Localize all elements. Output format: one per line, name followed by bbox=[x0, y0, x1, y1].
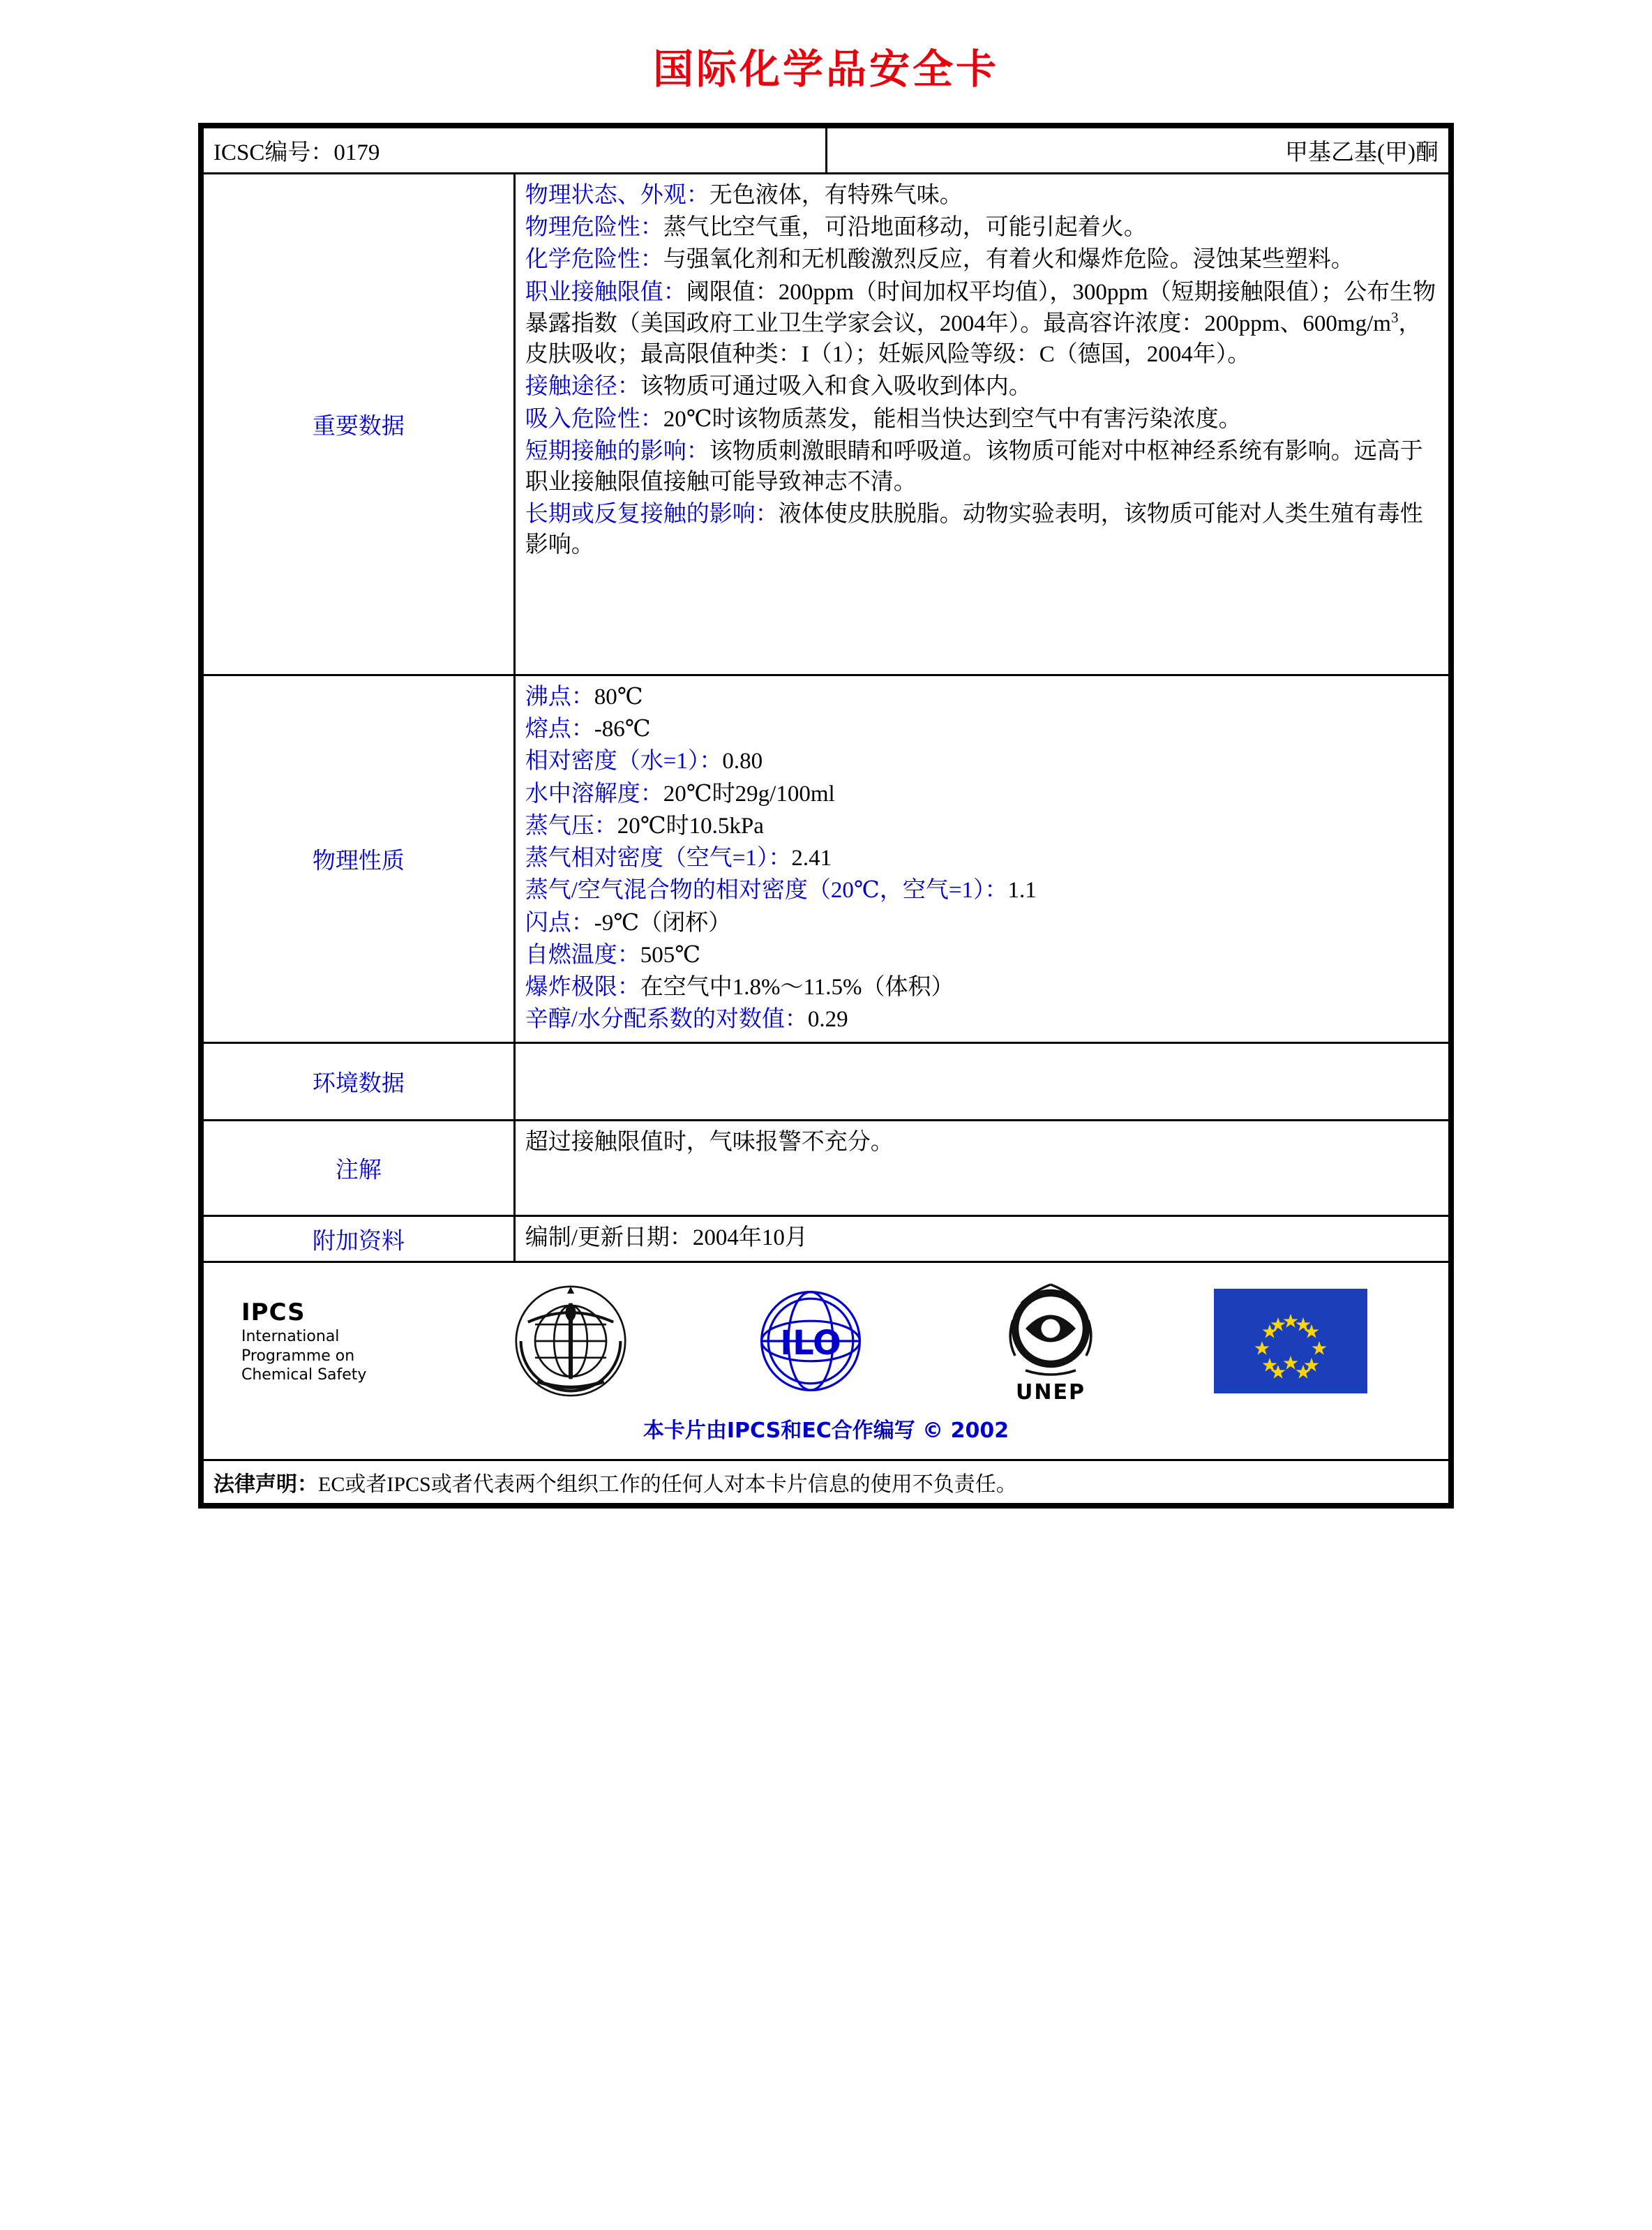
section-label-environment bbox=[203, 1043, 515, 1121]
data-item-value: -9℃（闭杯） bbox=[594, 910, 732, 936]
data-item bbox=[525, 212, 1439, 243]
page-title: 国际化学品安全卡 bbox=[652, 45, 999, 93]
legal-cell bbox=[203, 1460, 1450, 1504]
footer-logos-cell bbox=[203, 1262, 1450, 1460]
section-row-additional bbox=[203, 1216, 1450, 1262]
data-item bbox=[525, 811, 1439, 841]
chemical-name-cell bbox=[826, 128, 1450, 174]
data-item-key: 辛醇/水分配系数的对数值： bbox=[525, 1007, 808, 1033]
data-item-key: 接触途径： bbox=[525, 374, 640, 400]
data-item-value: 无色液体，有特殊气味。 bbox=[709, 183, 963, 208]
data-item-key: 自燃温度： bbox=[525, 942, 640, 968]
section-row-notes bbox=[203, 1121, 1450, 1216]
data-item-value: 与强氧化剂和无机酸激烈反应，有着火和爆炸危险。浸蚀某些塑料。 bbox=[663, 247, 1354, 273]
footer-logos-row bbox=[203, 1262, 1450, 1460]
logo-strip bbox=[213, 1269, 1439, 1407]
data-item-value: 505℃ bbox=[640, 942, 701, 968]
data-item-key: 蒸气/空气混合物的相对密度（20℃，空气=1）： bbox=[525, 878, 1008, 904]
data-item-value: 2.41 bbox=[791, 846, 832, 871]
who-logo bbox=[511, 1282, 630, 1400]
data-item-value: 该物质可通过吸入和食入吸收到体内。 bbox=[640, 374, 1032, 400]
eu-flag-logo bbox=[1214, 1289, 1367, 1393]
data-item-oel bbox=[525, 277, 1439, 371]
data-item-key: 吸入危险性： bbox=[525, 406, 663, 432]
section-content-notes bbox=[514, 1121, 1449, 1216]
ilo-logo bbox=[748, 1285, 873, 1397]
data-item-value: 20℃时10.5kPa bbox=[617, 813, 764, 839]
data-item-key: 相对密度（水=1）： bbox=[525, 749, 723, 774]
data-item bbox=[525, 436, 1439, 497]
legal-text: EC或者IPCS或者代表两个组织工作的任何人对本卡片信息的使用不负责任。 bbox=[318, 1472, 1017, 1496]
icsc-number-label: ICSC编号： bbox=[213, 140, 334, 165]
section-label-additional bbox=[203, 1216, 515, 1262]
section-content-physical bbox=[514, 675, 1449, 1043]
data-item bbox=[525, 371, 1439, 402]
data-item-key: 物理状态、外观： bbox=[525, 183, 709, 208]
unep-logo-wrap bbox=[998, 1278, 1103, 1405]
data-item bbox=[525, 499, 1439, 560]
data-item-key: 蒸气压： bbox=[525, 813, 617, 839]
data-item-key: 闪点： bbox=[525, 910, 594, 936]
svg-text:ILO: ILO bbox=[780, 1324, 841, 1363]
data-item bbox=[525, 714, 1439, 744]
notes-text: 超过接触限值时，气味报警不充分。 bbox=[525, 1130, 894, 1155]
data-item-key: 爆炸极限： bbox=[525, 974, 640, 1000]
icsc-page bbox=[0, 36, 1652, 1509]
data-item-value: -86℃ bbox=[594, 717, 651, 742]
data-item-key: 熔点： bbox=[525, 717, 594, 742]
data-item-value: 液体使皮肤脱脂。动物实验表明，该物质可能对人类生殖有毒性影响。 bbox=[525, 502, 1423, 558]
section-label-important bbox=[203, 174, 515, 675]
section-label-physical bbox=[203, 675, 515, 1043]
data-item bbox=[525, 682, 1439, 712]
data-item bbox=[525, 875, 1439, 906]
data-item-value-oel: 阈限值：200ppm（时间加权平均值），300ppm（短期接触限值）；公布生物暴露指数（美国政府工业卫生学家会议，2004年）。最高容许浓度：200ppm、$600mg/m^3$，皮肤吸收；最高限值种类：I（1）；妊娠风险等级：C（德国，2004年）。 bbox=[525, 279, 1436, 368]
data-item-key: 物理危险性： bbox=[525, 215, 663, 241]
section-label-important-text: 重要数据 bbox=[312, 414, 405, 440]
icsc-number-cell bbox=[203, 128, 827, 174]
section-label-physical-text: 物理性质 bbox=[312, 848, 405, 874]
section-content-important bbox=[514, 174, 1449, 675]
data-item bbox=[525, 779, 1439, 809]
ipcs-full-line-2: Programme on bbox=[241, 1347, 355, 1365]
section-content-environment bbox=[514, 1043, 1449, 1121]
section-label-additional-text: 附加资料 bbox=[312, 1229, 405, 1255]
icsc-number-value: 0179 bbox=[333, 140, 380, 165]
data-item-value: 1.1 bbox=[1007, 878, 1037, 904]
data-item bbox=[525, 1004, 1439, 1035]
who-logo-slot bbox=[451, 1282, 691, 1400]
data-item-value: 0.29 bbox=[807, 1007, 848, 1033]
ipcs-full-line-3: Chemical Safety bbox=[241, 1366, 367, 1384]
data-item-key: 长期或反复接触的影响： bbox=[525, 502, 779, 527]
ipcs-text-block bbox=[241, 1298, 451, 1385]
data-item-value: 蒸气比空气重，可沿地面移动，可能引起着火。 bbox=[663, 215, 1147, 241]
data-item-key: 蒸气相对密度（空气=1）： bbox=[525, 846, 792, 871]
data-item-value: 20℃时该物质蒸发，能相当快达到空气中有害污染浓度。 bbox=[663, 406, 1242, 432]
eu-flag-slot bbox=[1171, 1289, 1411, 1393]
data-item bbox=[525, 843, 1439, 874]
additional-text: 编制/更新日期：2004年10月 bbox=[525, 1225, 808, 1251]
section-label-notes-text: 注解 bbox=[335, 1158, 382, 1183]
data-item bbox=[525, 746, 1439, 777]
data-item-key: 短期接触的影响： bbox=[525, 438, 709, 464]
chemical-name: 甲基乙基(甲)酮 bbox=[1285, 140, 1439, 165]
section-content-additional bbox=[514, 1216, 1449, 1262]
data-item-value: 80℃ bbox=[594, 684, 643, 710]
unep-label: UNEP bbox=[1016, 1379, 1086, 1405]
icsc-card bbox=[198, 123, 1454, 1509]
data-item-key: 职业接触限值： bbox=[525, 279, 686, 305]
section-row-environment bbox=[203, 1043, 1450, 1121]
data-item bbox=[525, 940, 1439, 971]
unep-logo-slot bbox=[931, 1278, 1171, 1405]
data-item-key: 化学危险性： bbox=[525, 247, 663, 273]
card-header-row bbox=[203, 128, 1450, 174]
cooperation-note: 本卡片由IPCS和EC合作编写 © 2002 bbox=[643, 1418, 1009, 1443]
data-item bbox=[525, 244, 1439, 275]
unep-logo bbox=[998, 1278, 1103, 1383]
data-item bbox=[525, 972, 1439, 1003]
data-item-value: 20℃时29g/100ml bbox=[663, 781, 835, 807]
section-row-important bbox=[203, 174, 1450, 675]
data-item bbox=[525, 404, 1439, 435]
ipcs-abbr: IPCS bbox=[241, 1298, 306, 1326]
legal-row bbox=[203, 1460, 1450, 1504]
data-item-value: 0.80 bbox=[722, 749, 763, 774]
ilo-logo-slot bbox=[691, 1285, 931, 1397]
section-row-physical bbox=[203, 675, 1450, 1043]
section-label-notes bbox=[203, 1121, 515, 1216]
data-item-key: 水中溶解度： bbox=[525, 781, 663, 807]
data-item-key: 沸点： bbox=[525, 684, 594, 710]
card-table bbox=[202, 126, 1450, 1505]
data-item bbox=[525, 180, 1439, 211]
data-item bbox=[525, 908, 1439, 938]
data-item-value: 在空气中1.8%～11.5%（体积） bbox=[640, 974, 954, 1000]
data-item-value: 该物质刺激眼睛和呼吸道。该物质可能对中枢神经系统有影响。远高于职业接触限值接触可能导致神志不清。 bbox=[525, 438, 1423, 495]
legal-label: 法律声明： bbox=[213, 1472, 318, 1496]
section-label-environment-text: 环境数据 bbox=[312, 1071, 405, 1097]
ipcs-full-line-1: International bbox=[241, 1328, 340, 1346]
